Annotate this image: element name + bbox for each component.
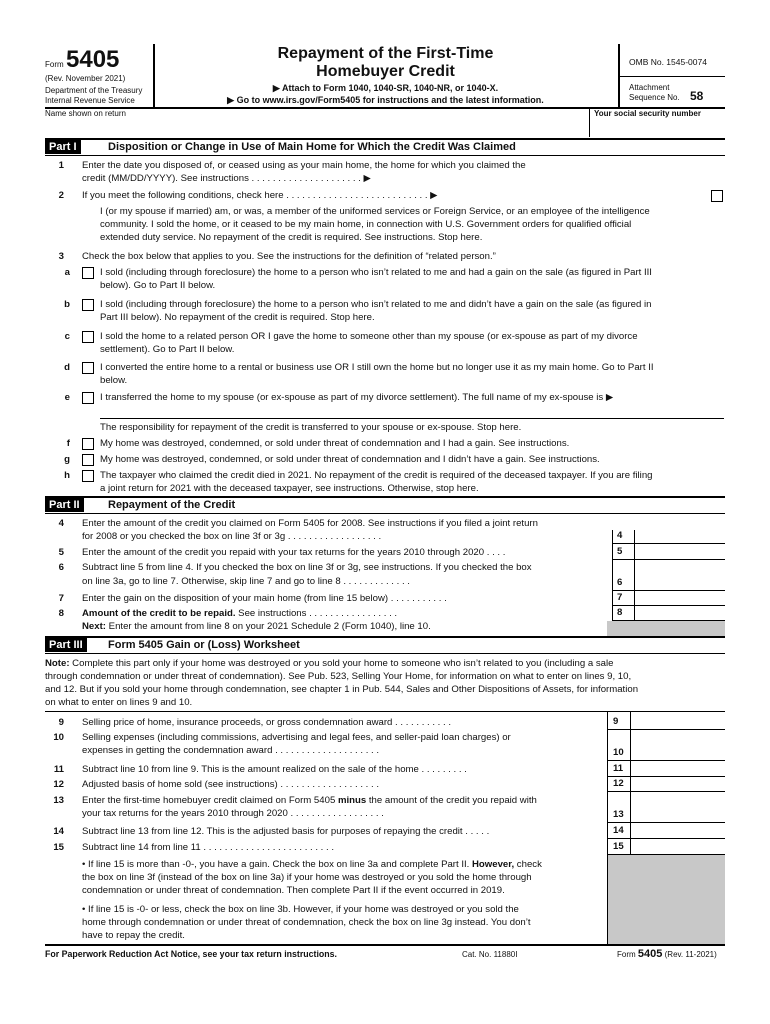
line-3h-text-2: a joint return for 2021 with the deceased taxpayer, see instructions. Otherwise, stop here. <box>100 483 479 494</box>
part3-label: Part III <box>45 638 87 652</box>
line-3d-text-1: I converted the entire home to a rental or business use OR I still own the home but no longer use it as my main home. Go to Part II <box>100 362 654 373</box>
line-6-number: 6 <box>58 562 64 573</box>
part1-label: Part I <box>45 140 81 154</box>
bullet-1-line-1 <box>82 858 542 871</box>
bullet-1-text-b: check <box>514 859 542 870</box>
line-4-box-number: 4 <box>617 530 623 541</box>
sequence-number: 58 <box>690 89 704 103</box>
bullet-1-line-3: condemnation or under threat of condemnation. Then complete Part II if the event occurred in 2019. <box>82 885 505 896</box>
line-15-number: 15 <box>53 842 64 853</box>
line-5-text: Enter the amount of the credit you repaid with your tax returns for the years 2010 through 2020 . . . . <box>82 547 506 558</box>
part3-title-rule <box>45 653 725 654</box>
line-6-rule <box>612 590 725 591</box>
line-8-amount-field[interactable] <box>636 607 724 620</box>
line-3f-text: My home was destroyed, condemned, or sold under threat of condemnation and I had a gain. See instructions. <box>100 438 570 449</box>
bullet-1-text-a: • If line 15 is more than -0-, you have a gain. Check the box on line 3a and complete Part II. <box>82 859 472 870</box>
line-3a-text-1: I sold (including through foreclosure) the home to a person who isn’t related to me and had a gain on the sale (as figured in Part III <box>100 267 652 278</box>
line-12-text: Adjusted basis of home sold (see instructions) . . . . . . . . . . . . . . . . . . . <box>82 779 379 790</box>
part2-title: Repayment of the Credit <box>108 499 236 511</box>
line-10-box-number: 10 <box>613 747 624 758</box>
line-11-amount-field[interactable] <box>632 763 724 776</box>
line-7-text: Enter the gain on the disposition of your main home (from line 15 below) . . . . . . . . . . . <box>82 593 447 604</box>
line-3-number: 3 <box>58 251 64 262</box>
part3-note-rule <box>45 711 725 712</box>
line-15-text: Subtract line 14 from line 11 . . . . . . . . . . . . . . . . . . . . . . . . . <box>82 842 335 853</box>
line-1-date-field[interactable] <box>636 172 724 185</box>
irs: Internal Revenue Service <box>45 96 135 105</box>
line-5-box-number: 5 <box>617 546 623 557</box>
line-8-next-shade <box>607 621 725 636</box>
line-3g-checkbox[interactable] <box>82 454 94 466</box>
line-3d-text-2: below. <box>100 375 128 386</box>
line-7-amount-field[interactable] <box>636 592 724 605</box>
omb-divider <box>619 76 725 77</box>
line-3b-text-1: I sold (including through foreclosure) the home to a person who isn’t related to me and didn’t have a gain on the sale (as figured in <box>100 299 652 310</box>
part3-note-4: on what to enter on lines 9 and 10. <box>45 697 193 708</box>
note-text-1: Complete this part only if your home was destroyed or you sold your home to someone who isn’t related to you (including a sale <box>69 658 614 669</box>
line-9-text: Selling price of home, insurance proceeds, or gross condemnation award . . . . . . . . . . . <box>82 717 452 728</box>
line-15-rule <box>607 854 725 855</box>
part1-title: Disposition or Change in Use of Main Home for Which the Credit Was Claimed <box>108 141 516 153</box>
line-14-amount-field[interactable] <box>632 825 724 838</box>
line-2-text: If you meet the following conditions, check here . . . . . . . . . . . . . . . . . . . . . . . . . . . ▶ <box>82 190 438 201</box>
form-word: Form <box>45 60 64 69</box>
line-4-rule <box>612 543 725 544</box>
line-3d-letter: d <box>64 362 70 373</box>
line-14-text: Subtract line 13 from line 12. This is the adjusted basis for purposes of repaying the credit . . . . . <box>82 826 490 837</box>
line-13-amount-field[interactable] <box>632 808 724 821</box>
paperwork-notice: For Paperwork Reduction Act Notice, see your tax return instructions. <box>45 949 337 959</box>
line-8-box-number: 8 <box>617 607 623 618</box>
line-8-rule <box>612 620 725 621</box>
line-2-number: 2 <box>58 190 64 201</box>
bullet-1-line-2: the box on line 3f (instead of the box on line 3a) if your home was destroyed or you sold the home through <box>82 872 532 883</box>
line-13-minus: minus <box>337 795 367 806</box>
form-header <box>0 0 770 125</box>
line-3d-checkbox[interactable] <box>82 362 94 374</box>
line-5-amount-field[interactable] <box>636 546 724 559</box>
ssn-label: Your social security number <box>594 109 701 118</box>
part3-note-3: and 12. But if you sold your home through condemnation, see chapter 1 in Pub. 544, Sales and Other Dispositions of Assets, for information <box>45 684 639 695</box>
line-13-rule <box>607 822 725 823</box>
line-11-box-number: 11 <box>613 763 624 774</box>
line-8-text <box>82 607 397 620</box>
line-13-text-a2: the amount of the credit you repaid with <box>366 795 537 806</box>
line-10-number: 10 <box>53 732 64 743</box>
goto-instruction: ▶ Go to www.irs.gov/Form5405 for instructions and the latest information. <box>227 95 544 105</box>
bullet-2-line-3: have to repay the credit. <box>82 930 185 941</box>
line-3f-letter: f <box>66 438 70 449</box>
line-6-amount-field[interactable] <box>636 576 724 589</box>
sequence-label: Sequence No. <box>629 93 680 102</box>
line-2-condition-c: extended duty service. No repayment of the credit is required. See instructions. Stop here. <box>100 232 483 243</box>
line-12-amount-field[interactable] <box>632 778 724 791</box>
line-3-text: Check the box below that applies to you. See the instructions for the definition of “related person.” <box>82 251 496 262</box>
line-6-box-number: 6 <box>617 577 623 588</box>
attach-instruction: ▶ Attach to Form 1040, 1040-SR, 1040-NR, or 1040-X. <box>272 83 499 93</box>
line-15-amount-field[interactable] <box>632 841 724 854</box>
form-title-line2: Homebuyer Credit <box>316 63 455 80</box>
bullet-2-line-1: • If line 15 is -0- or less, check the box on line 3b. However, if your home was destroyed or you sold the <box>82 904 519 915</box>
line-3b-text-2: Part III below). No repayment of the credit is required. Stop here. <box>100 312 375 323</box>
line-9-number: 9 <box>58 717 64 728</box>
part2-label: Part II <box>45 498 84 512</box>
note-bold: Note: <box>45 658 70 669</box>
line-4-amount-field[interactable] <box>636 530 724 543</box>
line-4-number: 4 <box>58 518 64 529</box>
line-13-text-b: your tax returns for the years 2010 through 2020 . . . . . . . . . . . . . . . . . . <box>82 808 384 819</box>
part3-title: Form 5405 Gain or (Loss) Worksheet <box>108 639 300 651</box>
bullet-2-line-2: home through condemnation or under threat of condemnation, check the box on line 3g instead. You don’t <box>82 917 531 928</box>
line-8-rest: See instructions . . . . . . . . . . . . . . . . . <box>235 608 398 619</box>
footer-rev: (Rev. 11-2021) <box>664 950 717 959</box>
name-label: Name shown on return <box>45 109 126 118</box>
line-10-amount-field[interactable] <box>632 746 724 759</box>
attachment-label: Attachment <box>629 83 670 92</box>
line-3e-checkbox[interactable] <box>82 392 94 404</box>
line-10-text-a: Selling expenses (including commissions, advertising and legal fees, and seller-paid loan charges) or <box>82 732 511 743</box>
line-1-text-a: Enter the date you disposed of, or ceased using as your main home, the home for which you claimed the <box>82 160 526 171</box>
line-9-box-number: 9 <box>613 716 619 727</box>
line-11-rule <box>607 776 725 777</box>
line-14-rule <box>607 838 725 839</box>
line-6-text-b: on line 3a, go to line 7. Otherwise, skip line 7 and go to line 8 . . . . . . . . . . . . . <box>82 576 410 587</box>
line-3g-text: My home was destroyed, condemned, or sold under threat of condemnation and I didn’t have a gain. See instructions. <box>100 454 600 465</box>
line-3h-text-1: The taxpayer who claimed the credit died in 2021. No repayment of the credit is required of the deceased taxpayer. If you are filing <box>100 470 653 481</box>
line-12-number: 12 <box>53 779 64 790</box>
line-4-text-b: for 2008 or you checked the box on line 3f or 3g . . . . . . . . . . . . . . . . . . <box>82 531 382 542</box>
line-11-text: Subtract line 10 from line 9. This is the amount realized on the sale of the home . . . . . . . . . <box>82 764 467 775</box>
line-3e-text-2: The responsibility for repayment of the credit is transferred to your spouse or ex-spouse. Stop here. <box>100 422 522 433</box>
bullet-1-however: However, <box>472 859 515 870</box>
catalog-number: Cat. No. 11880I <box>462 950 518 959</box>
line-13-box-number: 13 <box>613 809 624 820</box>
line-3c-checkbox[interactable] <box>82 331 94 343</box>
part2-title-rule <box>45 513 725 514</box>
line-11-number: 11 <box>53 764 64 775</box>
line-3b-letter: b <box>64 299 70 310</box>
omb-number: OMB No. 1545-0074 <box>629 57 707 67</box>
footer-form-word: Form <box>617 950 636 959</box>
part3-note-2: through condemnation or under threat of condemnation). See Pub. 523, Selling Your Home, for information on what to enter on lines 9, 10, <box>45 671 632 682</box>
line-14-number: 14 <box>53 826 64 837</box>
line-3c-text-1: I sold the home to a related person OR I gave the home to someone other than my spouse (or ex-spouse as part of my divorce <box>100 331 638 342</box>
revision-date: (Rev. November 2021) <box>45 74 126 83</box>
form-number: 5405 <box>66 46 120 73</box>
line-10-rule <box>607 760 725 761</box>
line-5-rule <box>612 559 725 560</box>
line-5-number: 5 <box>58 547 64 558</box>
footer-rule <box>45 944 725 946</box>
part3-bullets-shade <box>608 854 725 944</box>
line-3h-letter: h <box>64 470 70 481</box>
line-1-number: 1 <box>58 160 64 171</box>
line-8-number: 8 <box>58 608 64 619</box>
line-3f-checkbox[interactable] <box>82 438 94 450</box>
line-8-next <box>82 620 431 633</box>
part1-title-rule <box>45 155 725 156</box>
line-10-text-b: expenses in getting the condemnation award . . . . . . . . . . . . . . . . . . . . <box>82 745 380 756</box>
line-6-text-a: Subtract line 5 from line 4. If you checked the box on line 3f or 3g, see instructions. If you checked the box <box>82 562 532 573</box>
line-3e-text-1: I transferred the home to my spouse (or ex-spouse as part of my divorce settlement). The full name of my ex-spouse is ▶ <box>100 392 614 403</box>
line-8-next-text: Enter the amount from line 8 on your 2021 Schedule 2 (Form 1040), line 10. <box>106 621 431 632</box>
line-8-next-bold: Next: <box>82 621 106 632</box>
form-title-line1: Repayment of the First-Time <box>277 45 494 62</box>
line-7-number: 7 <box>58 593 64 604</box>
line-13-text-a1: Enter the first-time homebuyer credit claimed on Form 5405 <box>82 795 338 806</box>
line-2-condition-a: I (or my spouse if married) am, or was, a member of the uniformed services or Foreign Service, or an employee of the intelligence <box>100 206 650 217</box>
ex-spouse-name-field[interactable] <box>100 404 724 419</box>
line-3b-checkbox[interactable] <box>82 299 94 311</box>
line-2-condition-b: community. I sold the home, or it ceased to be my main home, in connection with U.S. Government orders for qualified official <box>100 219 632 230</box>
line-3g-letter: g <box>64 454 70 465</box>
department: Department of the Treasury <box>45 86 143 95</box>
line-13-text-a <box>82 794 537 807</box>
line-12-box-number: 12 <box>613 778 624 789</box>
part3-note-1 <box>45 657 613 670</box>
line-1-text-b: credit (MM/DD/YYYY). See instructions . . . . . . . . . . . . . . . . . . . . . ▶ <box>82 173 371 184</box>
line-3h-checkbox[interactable] <box>82 470 94 482</box>
line-2-checkbox[interactable] <box>711 190 723 202</box>
line-9-amount-field[interactable] <box>632 716 724 729</box>
line-3c-letter: c <box>64 331 70 342</box>
name-field[interactable] <box>45 120 587 136</box>
line-3e-letter: e <box>64 392 70 403</box>
footer-form-number: 5405 <box>637 948 663 960</box>
line-3c-text-2: settlement). Go to Part II below. <box>100 344 235 355</box>
ssn-field[interactable] <box>591 120 724 136</box>
line-9-rule <box>607 729 725 730</box>
line-3a-letter: a <box>64 267 70 278</box>
line-3a-text-2: below). Go to Part II below. <box>100 280 216 291</box>
line-3a-checkbox[interactable] <box>82 267 94 279</box>
line-8-bold: Amount of the credit to be repaid. <box>82 608 236 619</box>
line-14-box-number: 14 <box>613 825 624 836</box>
line-7-box-number: 7 <box>617 592 623 603</box>
line-13-number: 13 <box>53 795 64 806</box>
footer-form-id <box>617 948 717 961</box>
ssn-divider <box>589 107 590 137</box>
line-12-rule <box>607 791 725 792</box>
line-4-text-a: Enter the amount of the credit you claimed on Form 5405 for 2008. See instructions if you filed a joint return <box>82 518 538 529</box>
line-7-rule <box>612 605 725 606</box>
line-15-box-number: 15 <box>613 841 624 852</box>
